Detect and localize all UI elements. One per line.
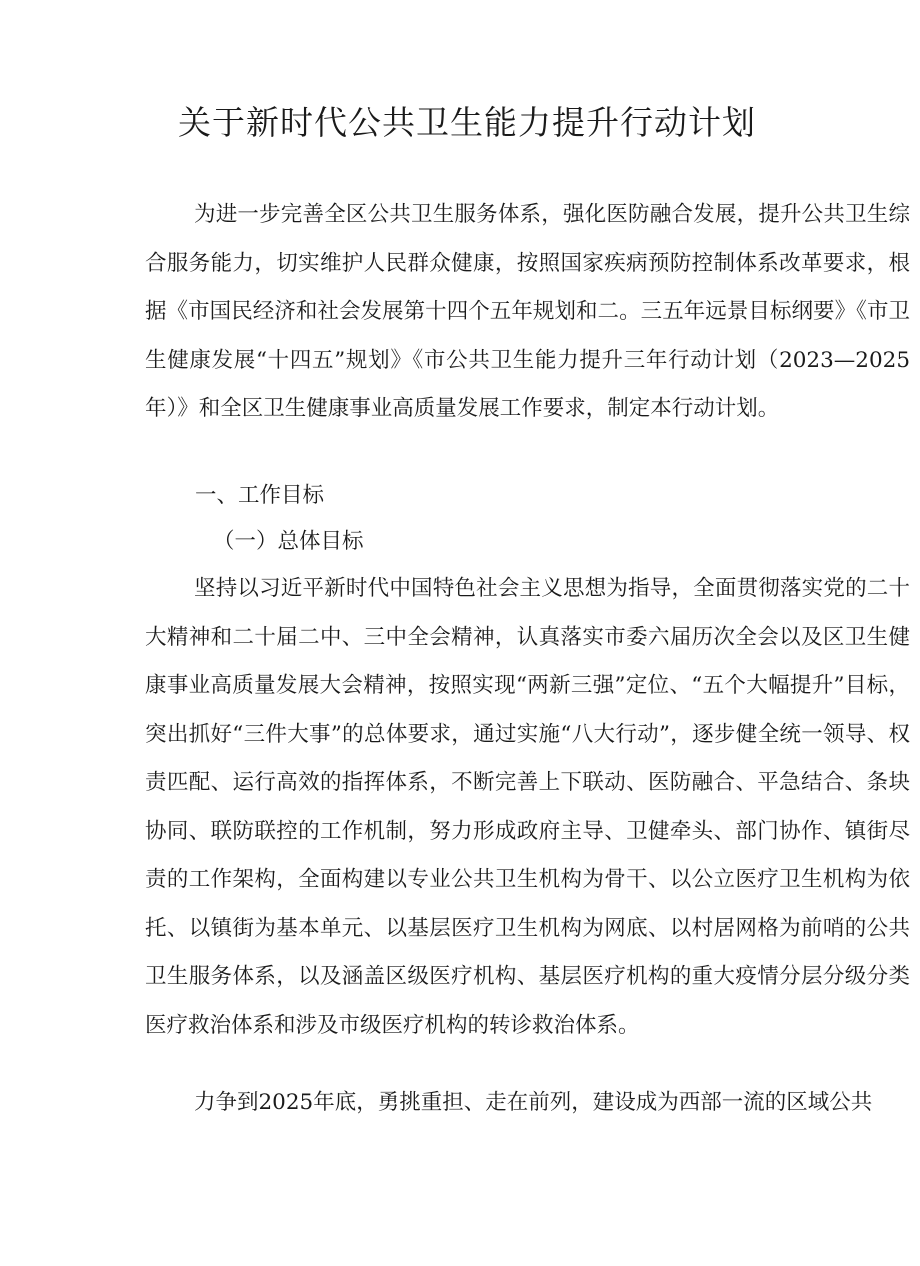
- target-2025-paragraph: 力争到2025年底，勇挑重担、走在前列，建设成为西部一流的区域公共: [194, 1090, 873, 1115]
- document-title: 关于新时代公共卫生能力提升行动计划: [178, 103, 756, 142]
- overall-goal-paragraph: 坚持以习近平新时代中国特色社会主义思想为指导，全面贯彻落实党的二十大精神和二十届二中、三中全会精神，认真落实市委六届历次全会以及区卫生健康事业高质量发展大会精神，按照实现“两新三强”定位、“五个大幅提升”目标，突出抓好“三件大事”的总体要求，通过实施“八大行动”，逐步健全统一领导、权责匹配、运行高效的指挥体系，不断完善上下联动、医防融合、平急结合、条块协同、联防联控的工作机制，努力形成政府主导、卫健牵头、部门协作、镇街尽责的工作架构，全面构建以专业公共卫生机构为骨干、以公立医疗卫生机构为依托、以镇街为基本单元、以基层医疗卫生机构为网底、以村居网格为前哨的公共卫生服务体系，以及涵盖区级医疗机构、基层医疗机构的重大疫情分层分级分类医疗救治体系和涉及市级医疗机构的转诊救治体系。: [145, 576, 910, 1038]
- intro-paragraph: 为进一步完善全区公共卫生服务体系，强化医防融合发展，提升公共卫生综合服务能力，切实维护人民群众健康，按照国家疾病预防控制体系改革要求，根据《市国民经济和社会发展第十四个五年规划和二。三五年远景目标纲要》《市卫生健康发展“十四五”规划》《市公共卫生能力提升三年行动计划（2023—2025年）》和全区卫生健康事业高质量发展工作要求，制定本行动计划。: [145, 202, 910, 421]
- section-heading: 一、工作目标: [195, 483, 325, 508]
- subsection-heading: （一）总体目标: [213, 529, 364, 554]
